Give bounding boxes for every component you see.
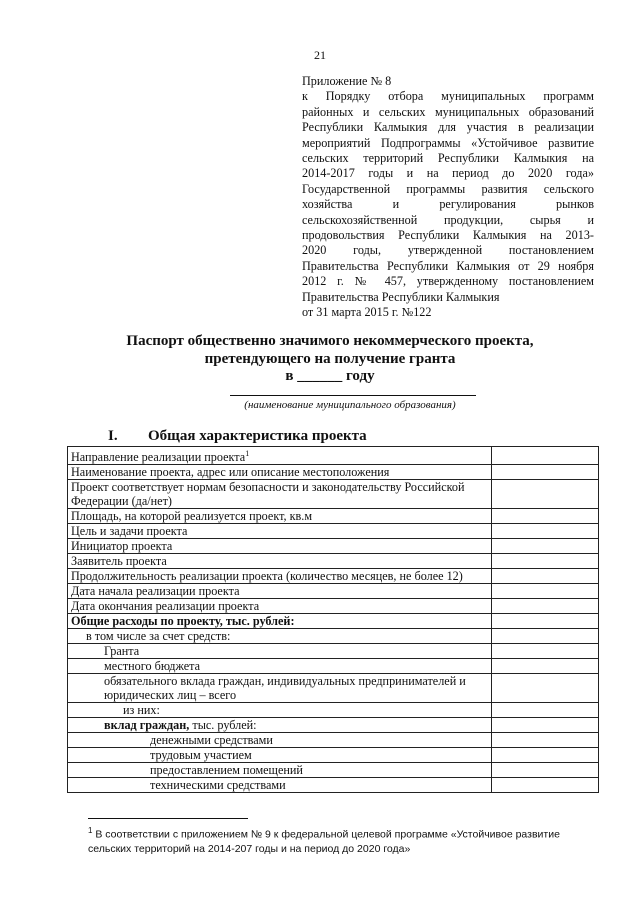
section-heading: [108, 428, 367, 445]
row-label: Продолжительность реализации проекта (количество месяцев, не более 12): [68, 569, 492, 584]
table-row: [68, 509, 599, 524]
table-row: [68, 614, 599, 629]
row-label: обязательного вклада граждан, индивидуальных предпринимателей и юридических лиц – всего: [68, 674, 492, 703]
value-cell[interactable]: [492, 778, 599, 793]
table-row: [68, 718, 599, 733]
row-label: Дата окончания реализации проекта: [68, 599, 492, 614]
value-cell[interactable]: [492, 509, 599, 524]
value-cell[interactable]: [492, 763, 599, 778]
value-cell[interactable]: [492, 718, 599, 733]
section-number: I.: [108, 428, 118, 444]
value-cell[interactable]: [492, 480, 599, 509]
value-cell[interactable]: [492, 659, 599, 674]
appendix-line: продовольствия Республики Калмыкия на 2013-: [302, 228, 594, 243]
footnote-divider: [88, 818, 248, 819]
row-label: Дата начала реализации проекта: [68, 584, 492, 599]
appendix-line: 2014-2017 годы и на период до 2020 года»: [302, 166, 594, 181]
passport-title: [60, 332, 600, 368]
footnote-ref: 1: [245, 449, 250, 458]
footnote-text: В соответствии с приложением № 9 к федеральной целевой программе «Устойчивое развитие сельских территорий на 2014-207 годы и на период до 2020 года»: [88, 828, 560, 855]
table-row: [68, 748, 599, 763]
row-label: Заявитель проекта: [68, 554, 492, 569]
row-label: Инициатор проекта: [68, 539, 492, 554]
table-row: [68, 554, 599, 569]
value-cell[interactable]: [492, 674, 599, 703]
row-label: Общие расходы по проекту, тыс. рублей:: [68, 614, 492, 629]
appendix-block: [302, 74, 594, 321]
appendix-line: районных и сельских муниципальных образований: [302, 104, 594, 119]
table-row: [68, 465, 599, 480]
title-line-1: Паспорт общественно значимого некоммерческого проекта,: [126, 333, 534, 349]
row-label: Направление реализации проекта$^1$: [68, 447, 492, 465]
appendix-line: сельских территорий Республики Калмыкия на: [302, 151, 594, 166]
row-label: предоставлением помещений: [68, 763, 492, 778]
table-row: [68, 584, 599, 599]
appendix-last-line: от 31 марта 2015 г. №122: [302, 305, 432, 320]
value-cell[interactable]: [492, 733, 599, 748]
row-label: местного бюджета: [68, 659, 492, 674]
appendix-line: Правительства Республики Калмыкия: [302, 289, 500, 304]
appendix-line: сельскохозяйственной продукции, сырья и: [302, 212, 594, 227]
appendix-title: Приложение № 8: [302, 74, 392, 88]
row-label: денежными средствами: [68, 733, 492, 748]
value-cell[interactable]: [492, 644, 599, 659]
title-line-2: претендующего на получение гранта: [204, 351, 456, 367]
value-cell[interactable]: [492, 447, 599, 465]
table-row: [68, 659, 599, 674]
value-cell[interactable]: [492, 614, 599, 629]
table-row: [68, 569, 599, 584]
table-row: [68, 763, 599, 778]
table-row: [68, 539, 599, 554]
row-label: Наименование проекта, адрес или описание местоположения: [68, 465, 492, 480]
appendix-line: 2012 г. № 457, утвержденному постановлением: [302, 274, 594, 289]
table-row: [68, 778, 599, 793]
section-title: Общая характеристика проекта: [148, 428, 367, 444]
table-row: [68, 703, 599, 718]
value-cell[interactable]: [492, 599, 599, 614]
appendix-line: Государственной программы развития сельского: [302, 181, 594, 196]
municipality-underline: [230, 395, 476, 396]
value-cell[interactable]: [492, 554, 599, 569]
appendix-line: 2020 годы, утвержденной постановлением: [302, 243, 594, 258]
table-row: [68, 447, 599, 465]
project-characteristics-table: [67, 446, 599, 793]
title-year-line: в ______ году: [285, 368, 375, 384]
appendix-line: Правительства Республики Калмыкия от 29 ноября: [302, 258, 594, 273]
value-cell[interactable]: [492, 629, 599, 644]
value-cell[interactable]: [492, 584, 599, 599]
appendix-line: хозяйства и регулирования рынков: [302, 197, 594, 212]
table-row: [68, 629, 599, 644]
table-row: [68, 599, 599, 614]
table-row: [68, 733, 599, 748]
row-label: Цель и задачи проекта: [68, 524, 492, 539]
row-label: Гранта: [68, 644, 492, 659]
value-cell[interactable]: [492, 524, 599, 539]
table-row: [68, 644, 599, 659]
footnote-marker: 1: [88, 826, 93, 835]
value-cell[interactable]: [492, 748, 599, 763]
row-label: в том числе за счет средств:: [68, 629, 492, 644]
value-cell[interactable]: [492, 465, 599, 480]
municipality-caption: (наименование муниципального образования): [244, 399, 456, 411]
row-label: вклад граждан, тыс. рублей:: [68, 718, 492, 733]
appendix-line: мероприятий Подпрограммы «Устойчивое развитие: [302, 135, 594, 150]
table-row: [68, 524, 599, 539]
row-label: из них:: [68, 703, 492, 718]
value-cell[interactable]: [492, 539, 599, 554]
page-number: 21: [314, 48, 326, 62]
value-cell[interactable]: [492, 703, 599, 718]
table-row: [68, 674, 599, 703]
value-cell[interactable]: [492, 569, 599, 584]
row-label: Проект соответствует нормам безопасности и законодательству Российской Федерации (да/нет): [68, 480, 492, 509]
row-label: техническими средствами: [68, 778, 492, 793]
row-label: трудовым участием: [68, 748, 492, 763]
appendix-line: к Порядку отбора муниципальных программ: [302, 89, 594, 104]
appendix-line: Республики Калмыкия для участия в реализации: [302, 120, 594, 135]
footnote: [88, 824, 588, 856]
table-row: [68, 480, 599, 509]
row-label: Площадь, на которой реализуется проект, кв.м: [68, 509, 492, 524]
